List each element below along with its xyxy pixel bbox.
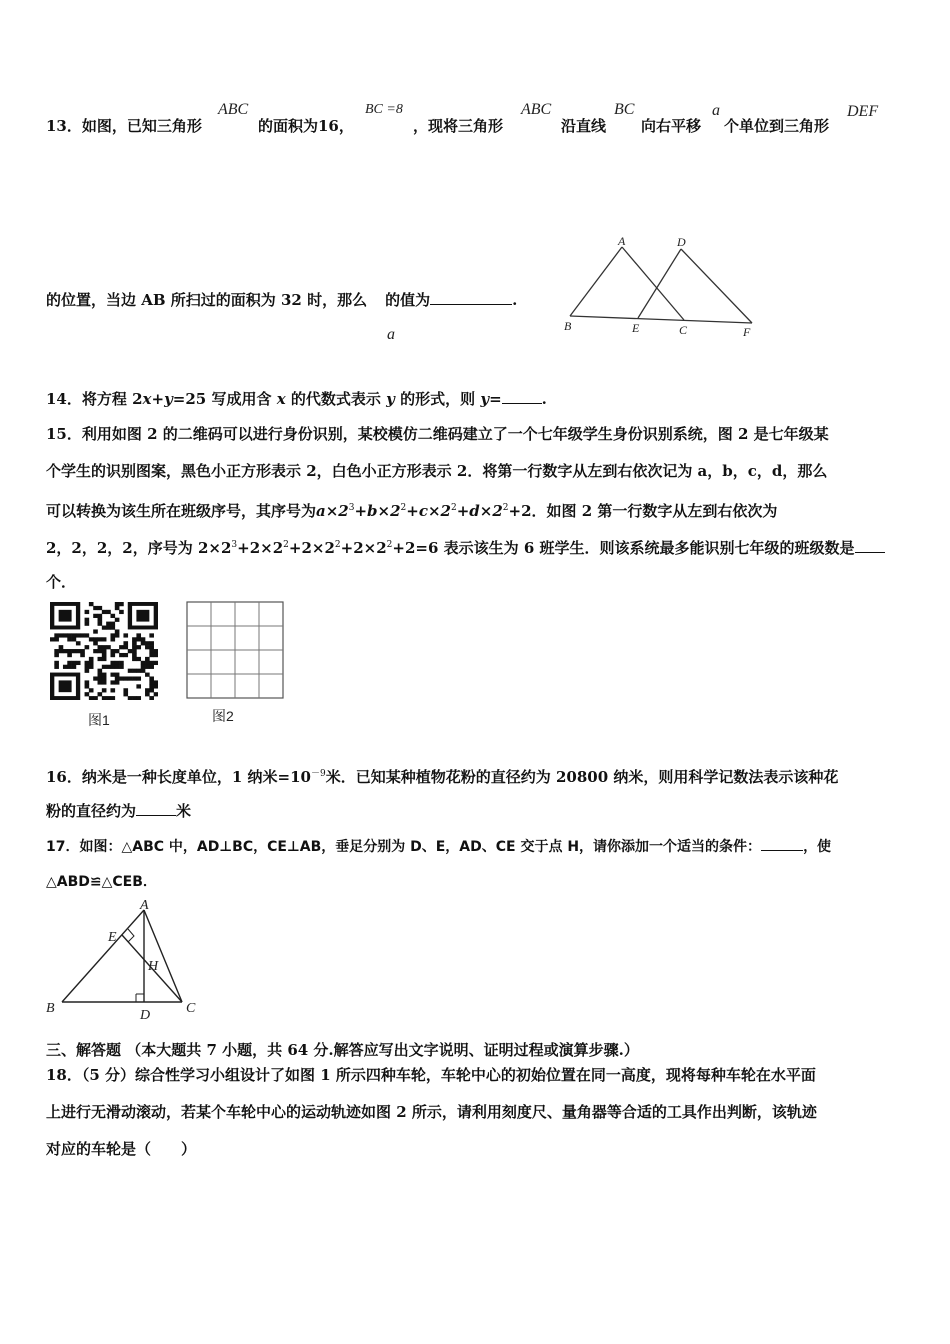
right-angle-e: [128, 929, 134, 942]
q15-formula-b: +b×2: [354, 502, 401, 520]
qr-module: [54, 637, 59, 641]
qr-module: [132, 676, 137, 680]
qr-module: [154, 692, 158, 696]
qr-module: [106, 626, 111, 630]
q15-line1: [46, 424, 829, 444]
qr-module: [128, 696, 133, 700]
qr-module: [89, 637, 94, 641]
label-C: C: [186, 1001, 196, 1016]
qr-module: [102, 649, 107, 653]
qr-module: [149, 649, 154, 653]
side-ac: [144, 910, 182, 1002]
qr-module: [67, 653, 72, 657]
qr-module: [110, 696, 115, 700]
qr-module: [154, 649, 158, 653]
qr-module: [63, 665, 68, 669]
qr-module: [123, 653, 128, 657]
qr-module: [110, 653, 115, 657]
qr-module: [93, 676, 98, 680]
qr-module: [123, 633, 128, 637]
q14-var-y3: y: [480, 390, 490, 408]
q15-answer-blank[interactable]: [855, 538, 885, 553]
q18-text-1: （5 分）综合性学习小组设计了如图 1 所示四种车轮，车轮中心的初始位置在同一高度，现将每种车轮在水平面: [81, 1066, 816, 1084]
q13-a-2: a: [387, 326, 395, 343]
qr-module: [85, 684, 90, 688]
label-B: B: [564, 319, 572, 333]
qr-module: [149, 684, 154, 688]
qr-module: [67, 633, 72, 637]
q13-number: 13．: [46, 117, 82, 135]
qr-module: [145, 688, 150, 692]
qr-module: [93, 641, 98, 645]
qr-module: [115, 649, 120, 653]
q17-number: 17．: [46, 839, 80, 855]
qr-module: [136, 684, 141, 688]
qr-module: [128, 676, 133, 680]
qr-module: [119, 602, 124, 606]
qr-module: [136, 645, 141, 649]
qr-module: [59, 633, 64, 637]
q15-exp-4: 2: [386, 540, 393, 550]
qr-module: [98, 692, 103, 696]
q13-bc: BC: [614, 101, 635, 118]
qr-module: [98, 637, 103, 641]
qr-module: [98, 676, 103, 680]
qr-module: [98, 680, 103, 684]
qr-module: [54, 665, 59, 669]
qr-module: [110, 673, 115, 677]
q14-var-x: x: [142, 390, 152, 408]
q13-text-5: 向右平移: [641, 117, 702, 135]
qr-module: [110, 665, 115, 669]
qr-module: [149, 645, 154, 649]
qr-module: [72, 637, 77, 641]
qr-module: [72, 633, 77, 637]
qr-module: [63, 649, 68, 653]
qr-module: [106, 645, 111, 649]
qr-module: [72, 665, 77, 669]
q15-formula-c: +c×2: [406, 502, 451, 520]
qr-module: [89, 688, 94, 692]
qr-module: [63, 633, 68, 637]
qr-module: [123, 641, 128, 645]
side-ab: [62, 910, 144, 1002]
label-F: F: [743, 325, 751, 339]
qr-module: [141, 669, 146, 673]
qr-module: [106, 665, 111, 669]
qr-module: [141, 637, 146, 641]
q14-line: [46, 389, 547, 409]
qr-module: [102, 696, 107, 700]
q16-text-1b: 米．已知某种植物花粉的直径约为 20800 纳米，则用科学记数法表示该种花: [325, 768, 839, 786]
segment-ed: [638, 249, 681, 318]
qr-module: [132, 649, 137, 653]
qr-module: [72, 661, 77, 665]
q16-answer-blank[interactable]: [136, 801, 176, 816]
qr-module: [67, 649, 72, 653]
qr-module: [89, 657, 94, 661]
qr-finder-part: [136, 610, 149, 622]
qr-module: [145, 641, 150, 645]
q15-text-4b: +2×2: [237, 539, 284, 557]
q14-var-x2: x: [276, 390, 286, 408]
q13-abc-2: ABC: [521, 101, 552, 118]
q15-line4: [46, 535, 885, 558]
q13-text-4: 沿直线: [561, 117, 607, 135]
qr-module: [102, 645, 107, 649]
qr-module: [110, 622, 115, 626]
qr-module: [85, 645, 90, 649]
qr-module: [76, 641, 81, 645]
qr-module: [93, 637, 98, 641]
qr-module: [136, 657, 141, 661]
q17-line1: [46, 836, 831, 857]
qr-module: [149, 665, 154, 669]
qr-finder-part: [59, 610, 72, 622]
q17-answer-blank[interactable]: [761, 836, 803, 851]
label-A: A: [140, 898, 149, 913]
qr-module: [93, 696, 98, 700]
qr-module: [110, 649, 115, 653]
qr-finder-part: [59, 680, 72, 692]
qr-module: [98, 622, 103, 626]
q17-text-1a: 如图：△ABC 中，AD⊥BC，CE⊥AB，垂足分别为 D、E，AD、CE 交于点 H，请你添加一个适当的条件：: [79, 839, 762, 855]
qr-module: [110, 688, 115, 692]
q13-text-6: 个单位到三角形: [724, 117, 830, 135]
qr-module: [123, 676, 128, 680]
qr-module: [115, 661, 120, 665]
label-A: A: [618, 234, 626, 248]
q15-exp-b: 2: [400, 503, 407, 513]
qr-module: [132, 637, 137, 641]
q15-text-4c: +2×2: [288, 539, 335, 557]
q13-text: 如图，已知三角形: [81, 117, 202, 135]
q15-line2: 个学生的识别图案，黑色小正方形表示 2，白色小正方形表示 2．将第一行数字从左到右依次记为 a，b，c，d，那么: [46, 462, 828, 480]
figure-2-caption: 图2: [212, 708, 234, 724]
q15-exp-2: 2: [283, 540, 289, 550]
qr-module: [132, 669, 137, 673]
qr-module: [110, 614, 115, 618]
qr-code-figure: [50, 602, 158, 700]
qr-module: [141, 665, 146, 669]
qr-module: [76, 649, 81, 653]
qr-module: [136, 633, 141, 637]
qr-module: [136, 669, 141, 673]
qr-module: [98, 606, 103, 610]
q13-end: .: [512, 291, 518, 309]
qr-module: [89, 696, 94, 700]
q16-line1: [46, 764, 838, 787]
qr-module: [119, 661, 124, 665]
qr-module: [123, 692, 128, 696]
qr-module: [98, 669, 103, 673]
qr-module: [119, 610, 124, 614]
label-H: H: [148, 959, 159, 974]
qr-module: [154, 684, 158, 688]
qr-module: [154, 680, 158, 684]
qr-module: [102, 676, 107, 680]
qr-module: [145, 692, 150, 696]
q15-text-4d: +2×2: [340, 539, 387, 557]
qr-module: [149, 653, 154, 657]
qr-module: [149, 661, 154, 665]
qr-module: [115, 606, 120, 610]
qr-module: [85, 680, 90, 684]
qr-module: [141, 641, 146, 645]
qr-module: [85, 633, 90, 637]
qr-module: [50, 637, 55, 641]
qr-module: [115, 602, 120, 606]
q15-formula-d: +d×2: [456, 502, 503, 520]
qr-module: [80, 633, 85, 637]
qr-module: [54, 661, 59, 665]
q16-text-1a: 纳米是一种长度单位，1 纳米=10: [81, 768, 311, 786]
qr-module: [123, 645, 128, 649]
qr-module: [115, 633, 120, 637]
qr-module: [85, 692, 90, 696]
qr-module: [149, 676, 154, 680]
qr-module: [85, 669, 90, 673]
qr-module: [106, 610, 111, 614]
q13-a-1: a: [712, 102, 720, 119]
q16-line2: [46, 801, 191, 821]
q14-end: .: [541, 390, 547, 408]
qr-module: [149, 641, 154, 645]
qr-module: [115, 676, 120, 680]
qr-module: [102, 680, 107, 684]
qr-module: [54, 649, 59, 653]
q13-text-8: 的值为: [385, 291, 431, 309]
qr-module: [106, 696, 111, 700]
q15-text-1: 利用如图 2 的二维码可以进行身份识别，某校模仿二维码建立了一个七年级学生身份识别系统，图 2 是七年级某: [81, 425, 829, 443]
qr-module: [132, 657, 137, 661]
qr-module: [102, 626, 107, 630]
qr-module: [102, 610, 107, 614]
q14-number: 14．: [46, 390, 82, 408]
label-C: C: [679, 323, 688, 337]
q17-line2: △ABD≌△CEB．: [46, 874, 157, 890]
label-E: E: [108, 930, 117, 945]
label-B: B: [46, 1001, 55, 1016]
qr-module: [54, 633, 59, 637]
q15-text-4a: 2，2，2，2，序号为 2×2: [46, 539, 232, 557]
qr-module: [85, 610, 90, 614]
q15-line5: 个．: [46, 573, 77, 591]
qr-module: [59, 645, 64, 649]
qr-module: [154, 653, 158, 657]
q13-bc-eq: BC =8: [365, 102, 403, 117]
q16-exponent: －9: [310, 769, 326, 779]
qr-module: [136, 676, 141, 680]
qr-module: [106, 622, 111, 626]
qr-module: [98, 618, 103, 622]
q15-text-4e: +2=6 表示该生为 6 班学生．则该系统最多能识别七年级的班级数是: [392, 539, 855, 557]
qr-module: [89, 661, 94, 665]
q14-text-3: 的代数式表示: [290, 390, 381, 408]
q15-formula-a: a×2: [316, 502, 349, 520]
qr-module: [102, 673, 107, 677]
qr-module: [80, 649, 85, 653]
qr-module: [110, 626, 115, 630]
q15-number: 15．: [46, 425, 82, 443]
base-line-bf: [570, 316, 752, 323]
q18-number: 18．: [46, 1066, 82, 1084]
q14-answer-blank[interactable]: [502, 389, 542, 404]
q18-line3: 对应的车轮是（ ）: [46, 1140, 197, 1158]
qr-module: [145, 657, 150, 661]
qr-module: [110, 633, 115, 637]
segment-df: [681, 249, 752, 323]
q15-text-3f: +2．如图 2 第一行数字从左到右依次为: [508, 502, 778, 520]
qr-module: [110, 637, 115, 641]
qr-module: [67, 665, 72, 669]
qr-module: [132, 696, 137, 700]
q13-translation-figure: [560, 230, 760, 340]
qr-module: [149, 688, 154, 692]
q16-number: 16．: [46, 768, 82, 786]
qr-module: [149, 696, 154, 700]
qr-module: [119, 665, 124, 669]
qr-module: [85, 661, 90, 665]
q15-line3: [46, 498, 777, 521]
qr-module: [149, 633, 154, 637]
qr-module: [115, 680, 120, 684]
grid-figure: [186, 601, 284, 699]
q13-text-3: ，现将三角形: [413, 117, 504, 135]
qr-module: [119, 676, 124, 680]
qr-module: [54, 653, 59, 657]
q14-eq: =: [489, 390, 502, 408]
qr-module: [145, 661, 150, 665]
qr-module: [93, 649, 98, 653]
q18-line1: [46, 1065, 816, 1085]
q15-text-3a: 可以转换为该生所在班级序号，其序号为: [46, 502, 317, 520]
qr-module: [93, 629, 98, 633]
qr-module: [115, 673, 120, 677]
qr-module: [123, 688, 128, 692]
q13-answer-blank[interactable]: [430, 290, 512, 305]
qr-module: [80, 653, 85, 657]
qr-module: [145, 645, 150, 649]
q17-text-1b: ，使: [803, 839, 832, 855]
q14-text-2: =25 写成用含: [172, 390, 272, 408]
qr-module: [85, 665, 90, 669]
qr-module: [98, 649, 103, 653]
qr-module: [128, 649, 133, 653]
qr-module: [98, 673, 103, 677]
section-3-title: 三、解答题 （本大题共 7 小题，共 64 分.解答应写出文字说明、证明过程或演算步骤.）: [46, 1041, 639, 1059]
q14-text-1: 将方程 2: [81, 390, 143, 408]
q13-def: DEF: [847, 103, 879, 120]
qr-module: [119, 653, 124, 657]
qr-module: [67, 637, 72, 641]
qr-module: [102, 688, 107, 692]
qr-module: [85, 622, 90, 626]
qr-module: [93, 614, 98, 618]
qr-module: [89, 665, 94, 669]
qr-module: [136, 637, 141, 641]
qr-module: [115, 618, 120, 622]
qr-module: [76, 661, 81, 665]
qr-module: [102, 653, 107, 657]
q15-exp-3: 2: [334, 540, 341, 550]
q13-abc-1: ABC: [218, 101, 249, 118]
q13-text-7: 的位置，当边 AB 所扫过的面积为 32 时，那么: [46, 291, 368, 309]
qr-module: [136, 696, 141, 700]
qr-module: [115, 629, 120, 633]
qr-module: [110, 680, 115, 684]
qr-module: [119, 645, 124, 649]
qr-module: [154, 661, 158, 665]
segment-ab: [570, 247, 622, 316]
qr-module: [76, 633, 81, 637]
qr-module: [149, 680, 154, 684]
q13-text-2: 的面积为16，: [258, 117, 354, 135]
qr-module: [59, 649, 64, 653]
q13-line2: [46, 290, 517, 310]
qr-module: [102, 665, 107, 669]
qr-module: [132, 641, 137, 645]
qr-module: [98, 645, 103, 649]
q17-triangle-figure: [42, 898, 212, 1023]
q18-line2: 上进行无滑动滚动，若某个车轮中心的运动轨迹如图 2 所示，请利用刻度尺、量角器等合适的工具作出判断，该轨迹: [46, 1103, 817, 1121]
q14-text-4: 的形式，则: [400, 390, 476, 408]
q14-plus: +: [151, 390, 165, 408]
label-D: D: [677, 235, 686, 249]
qr-module: [145, 665, 150, 669]
q14-var-y2: y: [386, 390, 395, 408]
qr-module: [102, 637, 107, 641]
qr-module: [67, 661, 72, 665]
label-D: D: [140, 1008, 151, 1023]
qr-module: [89, 602, 94, 606]
qr-module: [128, 669, 133, 673]
qr-module: [85, 618, 90, 622]
qr-module: [132, 645, 137, 649]
qr-module: [98, 657, 103, 661]
q15-exp-a: 3: [348, 503, 355, 513]
qr-module: [102, 657, 107, 661]
label-E: E: [632, 321, 640, 335]
qr-module: [141, 661, 146, 665]
q16-text-2a: 粉的直径约为: [46, 802, 137, 820]
figure-1-caption: 图1: [88, 712, 110, 728]
qr-module: [93, 606, 98, 610]
qr-module: [115, 665, 120, 669]
qr-module: [145, 673, 150, 677]
q15-exp-d: 2: [502, 503, 509, 513]
qr-module: [72, 649, 77, 653]
q15-exp-c: 2: [451, 503, 457, 513]
qr-module: [110, 661, 115, 665]
qr-module: [132, 653, 137, 657]
q14-var-y: y: [164, 390, 173, 408]
qr-module: [98, 614, 103, 618]
q16-text-2b: 米: [176, 802, 192, 820]
q15-exp-1: 3: [231, 540, 238, 550]
q13-line1: [46, 116, 202, 136]
